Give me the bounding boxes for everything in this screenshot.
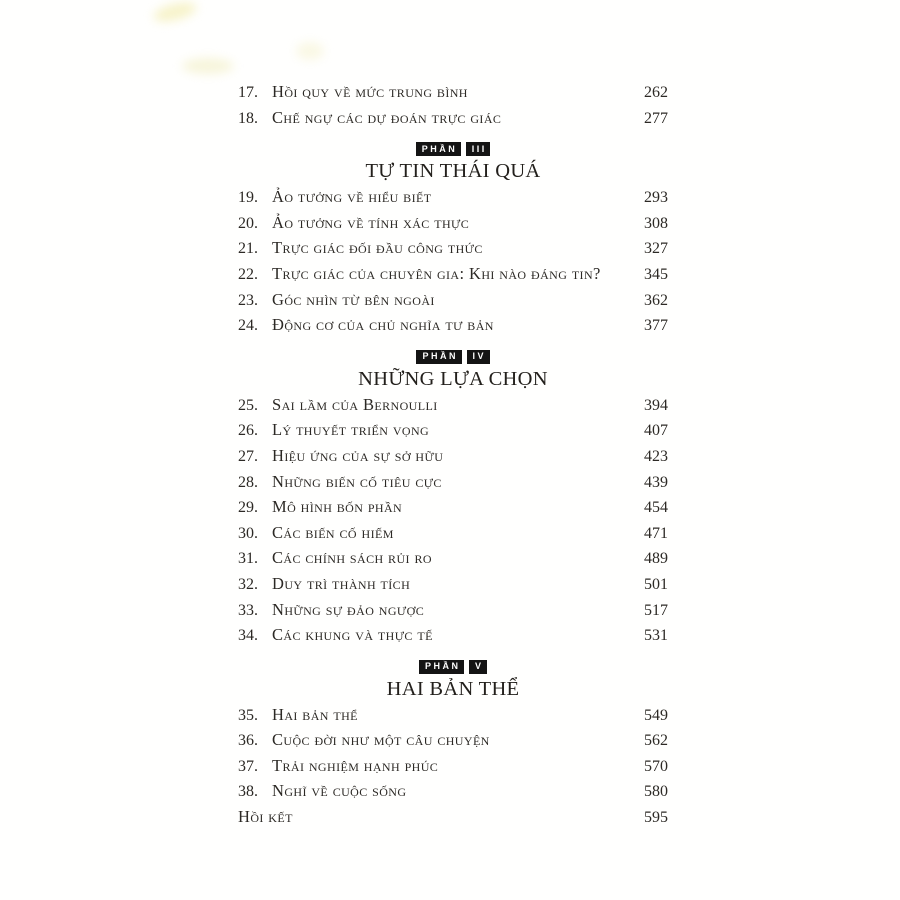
toc-row bbox=[238, 548, 668, 574]
toc-row bbox=[238, 600, 668, 626]
chapter-title: Hiệu ứng của sự sở hữu bbox=[272, 445, 444, 465]
page-number: 407 bbox=[644, 422, 668, 440]
part-badge-numeral: V bbox=[469, 660, 487, 674]
chapter-number: 29. bbox=[238, 499, 258, 517]
chapter-title: Hồi quy về mức trung bình bbox=[272, 82, 468, 101]
chapter-title: Ảo tưởng về tính xác thực bbox=[272, 212, 470, 232]
paper-stain bbox=[182, 58, 234, 74]
toc-row bbox=[238, 574, 668, 600]
chapter-number: 34. bbox=[238, 627, 258, 645]
chapter-title: Trực giác đối đầu công thức bbox=[272, 238, 483, 258]
toc-row bbox=[238, 264, 668, 290]
chapter-number: 36. bbox=[238, 732, 258, 750]
epilogue-title: Hồi kết bbox=[238, 807, 293, 827]
toc-row bbox=[238, 315, 668, 341]
chapter-title: Duy trì thành tích bbox=[272, 573, 411, 593]
toc-row bbox=[238, 625, 668, 651]
table-of-contents bbox=[238, 82, 668, 833]
toc-row bbox=[238, 705, 668, 731]
page-number: 308 bbox=[644, 214, 668, 232]
page-number: 394 bbox=[644, 396, 668, 414]
epilogue-row bbox=[238, 807, 668, 833]
chapter-title: Mô hình bốn phần bbox=[272, 497, 403, 517]
chapter-title: Chế ngự các dự đoán trực giác bbox=[272, 107, 502, 127]
chapter-title: Hai bản thể bbox=[272, 704, 358, 724]
section-title: NHỮNG LỰA CHỌN bbox=[358, 367, 548, 390]
toc-row bbox=[238, 523, 668, 549]
page-number: 362 bbox=[644, 291, 668, 309]
section-heading bbox=[238, 350, 668, 391]
chapter-number: 24. bbox=[238, 317, 258, 335]
toc-row bbox=[238, 497, 668, 523]
part-badge-label: PHẦN bbox=[416, 142, 461, 156]
page-number: 345 bbox=[644, 265, 668, 283]
toc-row bbox=[238, 213, 668, 239]
page-number: 517 bbox=[644, 601, 668, 619]
toc-row bbox=[238, 108, 668, 134]
chapter-number: 21. bbox=[238, 240, 258, 258]
chapter-number: 17. bbox=[238, 84, 258, 101]
toc-row bbox=[238, 395, 668, 421]
chapter-title: Những biến cố tiêu cực bbox=[272, 471, 442, 491]
part-badge-numeral: IV bbox=[467, 350, 490, 364]
chapter-number: 23. bbox=[238, 291, 258, 309]
page-number: 595 bbox=[644, 809, 668, 827]
paper-stain bbox=[152, 0, 199, 25]
part-badge-label: PHẦN bbox=[416, 350, 461, 364]
section-title: HAI BẢN THỂ bbox=[386, 677, 520, 700]
page-number: 501 bbox=[644, 575, 668, 593]
toc-row bbox=[238, 420, 668, 446]
page-number: 327 bbox=[644, 240, 668, 258]
chapter-number: 30. bbox=[238, 524, 258, 542]
page-number: 423 bbox=[644, 447, 668, 465]
chapter-number: 26. bbox=[238, 422, 258, 440]
chapter-title: Lý thuyết triển vọng bbox=[272, 420, 430, 440]
toc-row bbox=[238, 82, 668, 108]
toc-row bbox=[238, 781, 668, 807]
page-number: 377 bbox=[644, 317, 668, 335]
part-badge bbox=[238, 660, 668, 674]
chapter-number: 28. bbox=[238, 473, 258, 491]
chapter-title: Cuộc đời như một câu chuyện bbox=[272, 730, 490, 750]
toc-row bbox=[238, 446, 668, 472]
chapter-title: Động cơ của chủ nghĩa tư bản bbox=[272, 315, 494, 335]
page-number: 454 bbox=[644, 499, 668, 517]
page-number: 293 bbox=[644, 189, 668, 207]
chapter-title: Trực giác của chuyên gia: Khi nào đáng tin? bbox=[272, 263, 601, 283]
toc-row bbox=[238, 290, 668, 316]
toc-row bbox=[238, 238, 668, 264]
toc-row bbox=[238, 730, 668, 756]
chapter-title: Trải nghiệm hạnh phúc bbox=[272, 755, 439, 775]
chapter-title: Các khung và thực tế bbox=[272, 625, 433, 645]
chapter-number: 20. bbox=[238, 214, 258, 232]
chapter-title: Ảo tưởng về hiểu biết bbox=[272, 187, 432, 207]
page-number: 549 bbox=[644, 706, 668, 724]
page-number: 277 bbox=[644, 109, 668, 127]
section-heading bbox=[238, 660, 668, 701]
chapter-number: 32. bbox=[238, 575, 258, 593]
chapter-number: 38. bbox=[238, 783, 258, 801]
page-number: 489 bbox=[644, 550, 668, 568]
part-badge bbox=[238, 142, 668, 156]
chapter-number: 27. bbox=[238, 447, 258, 465]
page-number: 531 bbox=[644, 627, 668, 645]
part-badge-numeral: III bbox=[466, 142, 491, 156]
part-badge bbox=[238, 350, 668, 364]
toc-row bbox=[238, 187, 668, 213]
toc-row bbox=[238, 472, 668, 498]
page-number: 439 bbox=[644, 473, 668, 491]
chapter-number: 35. bbox=[238, 706, 258, 724]
chapter-number: 25. bbox=[238, 396, 258, 414]
chapter-number: 18. bbox=[238, 109, 258, 127]
chapter-title: Nghĩ về cuộc sống bbox=[272, 781, 407, 801]
chapter-title: Những sự đảo ngược bbox=[272, 599, 425, 619]
chapter-number: 31. bbox=[238, 550, 258, 568]
toc-row bbox=[238, 756, 668, 782]
chapter-title: Các biến cố hiếm bbox=[272, 522, 394, 542]
chapter-title: Các chính sách rủi ro bbox=[272, 548, 432, 568]
section-heading bbox=[238, 142, 668, 183]
chapter-title: Sai lầm của Bernoulli bbox=[272, 394, 438, 414]
chapter-title: Góc nhìn từ bên ngoài bbox=[272, 289, 435, 309]
page-number: 580 bbox=[644, 783, 668, 801]
page-number: 570 bbox=[644, 757, 668, 775]
page-number: 262 bbox=[644, 84, 668, 101]
chapter-number: 19. bbox=[238, 189, 258, 207]
part-badge-label: PHẦN bbox=[419, 660, 464, 674]
chapter-number: 33. bbox=[238, 601, 258, 619]
page-number: 562 bbox=[644, 732, 668, 750]
page-number: 471 bbox=[644, 524, 668, 542]
paper-stain bbox=[296, 42, 324, 60]
section-title: TỰ TIN THÁI QUÁ bbox=[365, 160, 541, 183]
chapter-number: 37. bbox=[238, 757, 258, 775]
chapter-number: 22. bbox=[238, 265, 258, 283]
